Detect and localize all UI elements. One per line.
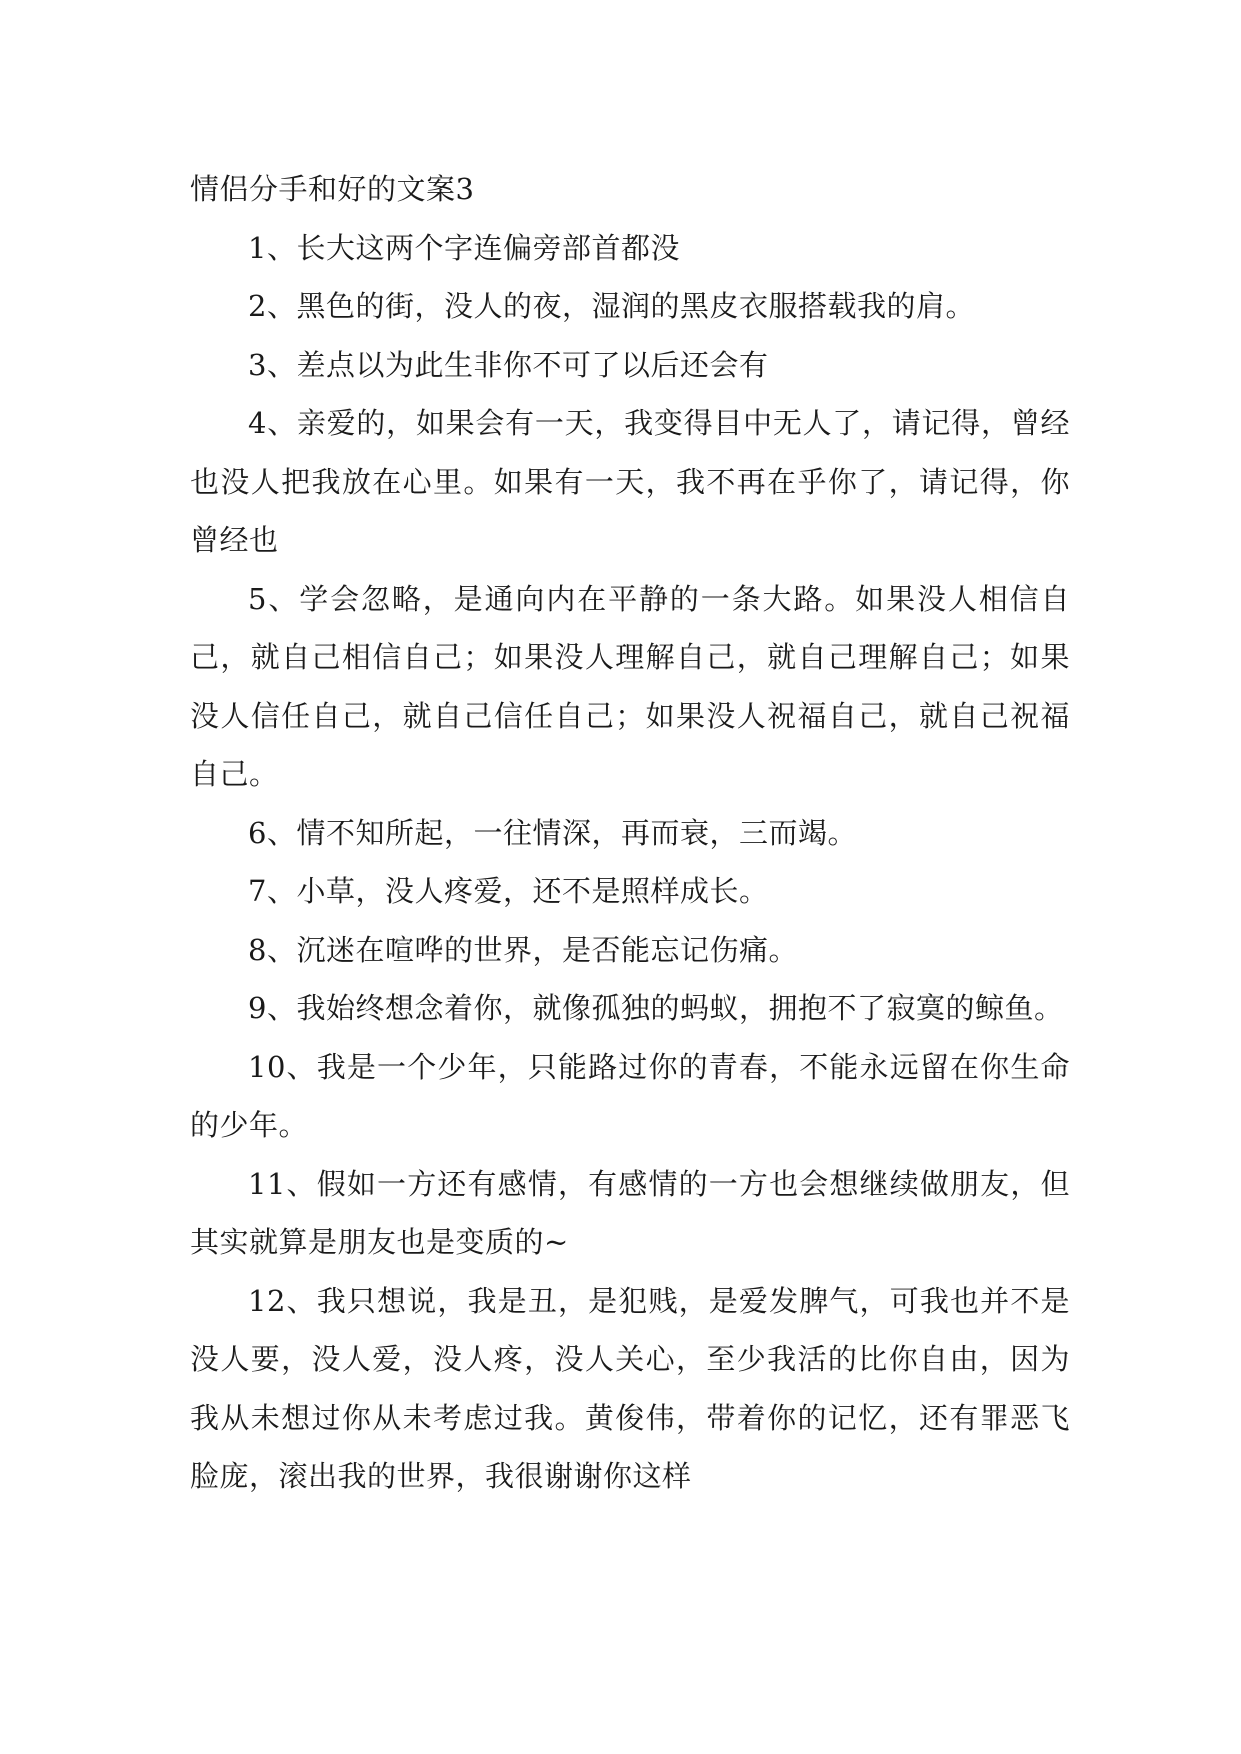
paragraph-1: 1、长大这两个字连偏旁部首都没 xyxy=(248,230,680,265)
paragraph-9: 9、我始终想念着你，就像孤独的蚂蚁，拥抱不了寂寞的鲸鱼。 xyxy=(248,991,1064,1025)
paragraph-11: 11、假如一方还有感情，有感情的一方也会想继续做朋友，但其实就算是朋友也是变质的~ xyxy=(190,1166,1070,1259)
paragraph-6: 6、情不知所起，一往情深，再而衰，三而竭。 xyxy=(248,815,857,850)
document-page xyxy=(190,160,1070,1506)
paragraph-2: 2、黑色的街，没人的夜，湿润的黑皮衣服搭载我的肩。 xyxy=(248,289,975,323)
paragraph-3: 3、差点以为此生非你不可了以后还会有 xyxy=(248,347,769,382)
paragraph-12: 12、我只想说，我是丑，是犯贱，是爱发脾气，可我也并不是没人要，没人爱，没人疼，没人关心，至少我活的比你自由，因为我从未想过你从未考虑过我。黄俊伟，带着你的记忆，还有罪恶飞脸庞，滚出我的世界，我很谢谢你这样 xyxy=(190,1283,1070,1493)
paragraph-4: 4、亲爱的，如果会有一天，我变得目中无人了，请记得，曾经也没人把我放在心里。如果有一天，我不再在乎你了，请记得，你曾经也 xyxy=(190,406,1070,557)
paragraph-8: 8、沉迷在喧哗的世界，是否能忘记伤痛。 xyxy=(248,932,798,967)
paragraph-7: 7、小草，没人疼爱，还不是照样成长。 xyxy=(248,874,769,908)
document-title: 情侣分手和好的文案3 xyxy=(190,172,475,206)
paragraph-5: 5、学会忽略，是通向内在平静的一条大路。如果没人相信自己，就自己相信自己；如果没人理解自己，就自己理解自己；如果没人信任自己，就自己信任自己；如果没人祝福自己，就自己祝福自己。 xyxy=(190,581,1070,791)
paragraph-10: 10、我是一个少年，只能路过你的青春，不能永远留在你生命的少年。 xyxy=(190,1049,1070,1142)
